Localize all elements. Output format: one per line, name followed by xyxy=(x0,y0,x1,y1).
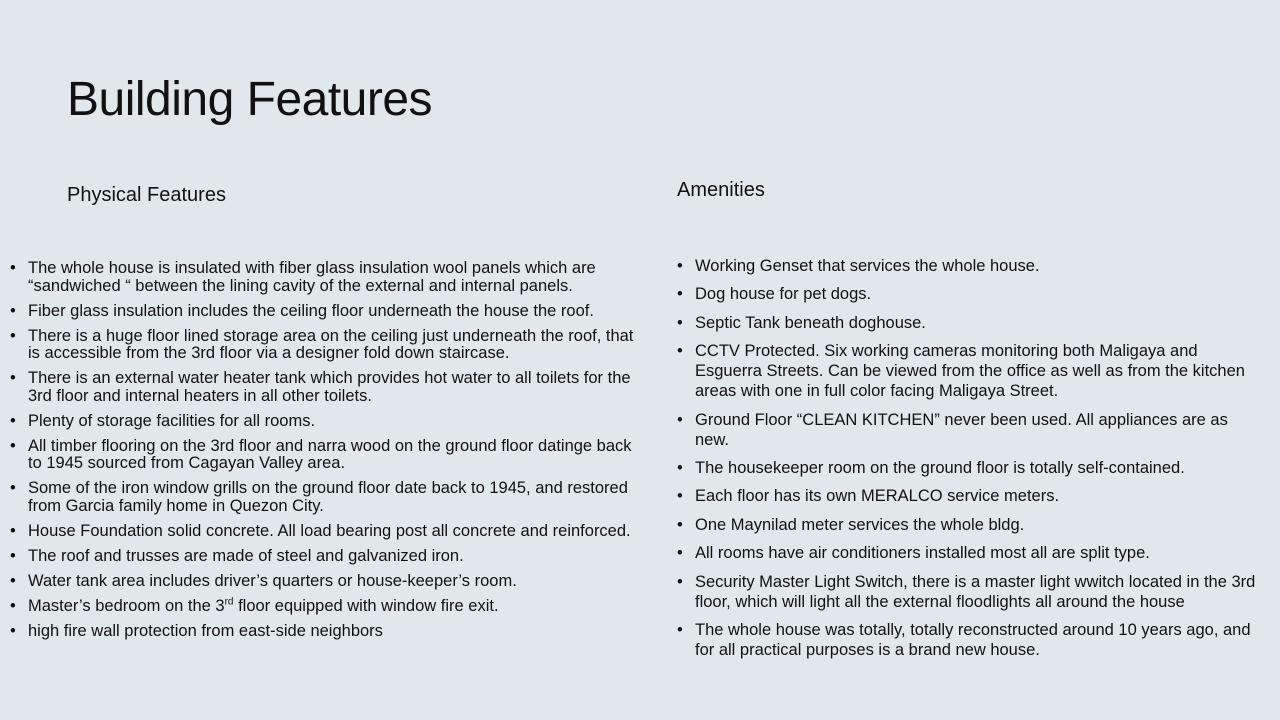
list-item-text: floor equipped with window fire exit. xyxy=(233,596,499,615)
list-item: • Septic Tank beneath doghouse. xyxy=(677,313,1257,333)
list-item: • House Foundation solid concrete. All load bearing post all concrete and reinforced. xyxy=(10,523,635,541)
amenities-list xyxy=(677,256,1257,668)
list-item: • All timber flooring on the 3rd floor and narra wood on the ground floor datinge back to 1945 sourced from Cagayan Valley area. xyxy=(10,438,635,473)
list-item: • There is an external water heater tank which provides hot water to all toilets for the 3rd floor and internal heaters in all other toilets. xyxy=(10,370,635,405)
list-item: • The roof and trusses are made of steel and galvanized iron. xyxy=(10,548,635,566)
list-item: • Water tank area includes driver’s quarters or house-keeper’s room. xyxy=(10,573,635,591)
list-item: • Each floor has its own MERALCO service meters. xyxy=(677,486,1257,506)
list-item: • The housekeeper room on the ground floor is totally self-contained. xyxy=(677,458,1257,478)
slide-title: Building Features xyxy=(67,73,433,126)
physical-features-heading: Physical Features xyxy=(67,184,226,206)
list-item xyxy=(10,598,635,616)
list-item: • All rooms have air conditioners installed most all are split type. xyxy=(677,543,1257,563)
list-item: • One Maynilad meter services the whole bldg. xyxy=(677,515,1257,535)
physical-features-list xyxy=(10,260,635,648)
list-item: • Security Master Light Switch, there is a master light wwitch located in the 3rd floor, which will light all the external floodlights all around the house xyxy=(677,572,1257,612)
list-item-text: Master’s bedroom on the 3 xyxy=(28,596,225,615)
list-item: • Working Genset that services the whole house. xyxy=(677,256,1257,276)
list-item: • There is a huge floor lined storage area on the ceiling just underneath the roof, that is accessible from the 3rd floor via a designer fold down staircase. xyxy=(10,328,635,363)
list-item: • Dog house for pet dogs. xyxy=(677,284,1257,304)
list-item: • CCTV Protected. Six working cameras monitoring both Maligaya and Esguerra Streets. Can be viewed from the office as well as from the kitchen areas with one in full color facing Maligaya Street. xyxy=(677,341,1257,401)
list-item: • Plenty of storage facilities for all rooms. xyxy=(10,413,635,431)
list-item: • Ground Floor “CLEAN KITCHEN” never been used. All appliances are as new. xyxy=(677,410,1257,450)
ordinal-suffix: rd xyxy=(224,596,234,607)
list-item: • Some of the iron window grills on the ground floor date back to 1945, and restored from Garcia family home in Quezon City. xyxy=(10,480,635,515)
list-item: • The whole house was totally, totally reconstructed around 10 years ago, and for all practical purposes is a brand new house. xyxy=(677,620,1257,660)
list-item: • The whole house is insulated with fiber glass insulation wool panels which are “sandwiched “ between the lining cavity of the external and internal panels. xyxy=(10,260,635,295)
list-item: • high fire wall protection from east-side neighbors xyxy=(10,623,635,641)
list-item: • Fiber glass insulation includes the ceiling floor underneath the house the roof. xyxy=(10,303,635,321)
amenities-heading: Amenities xyxy=(677,179,765,201)
